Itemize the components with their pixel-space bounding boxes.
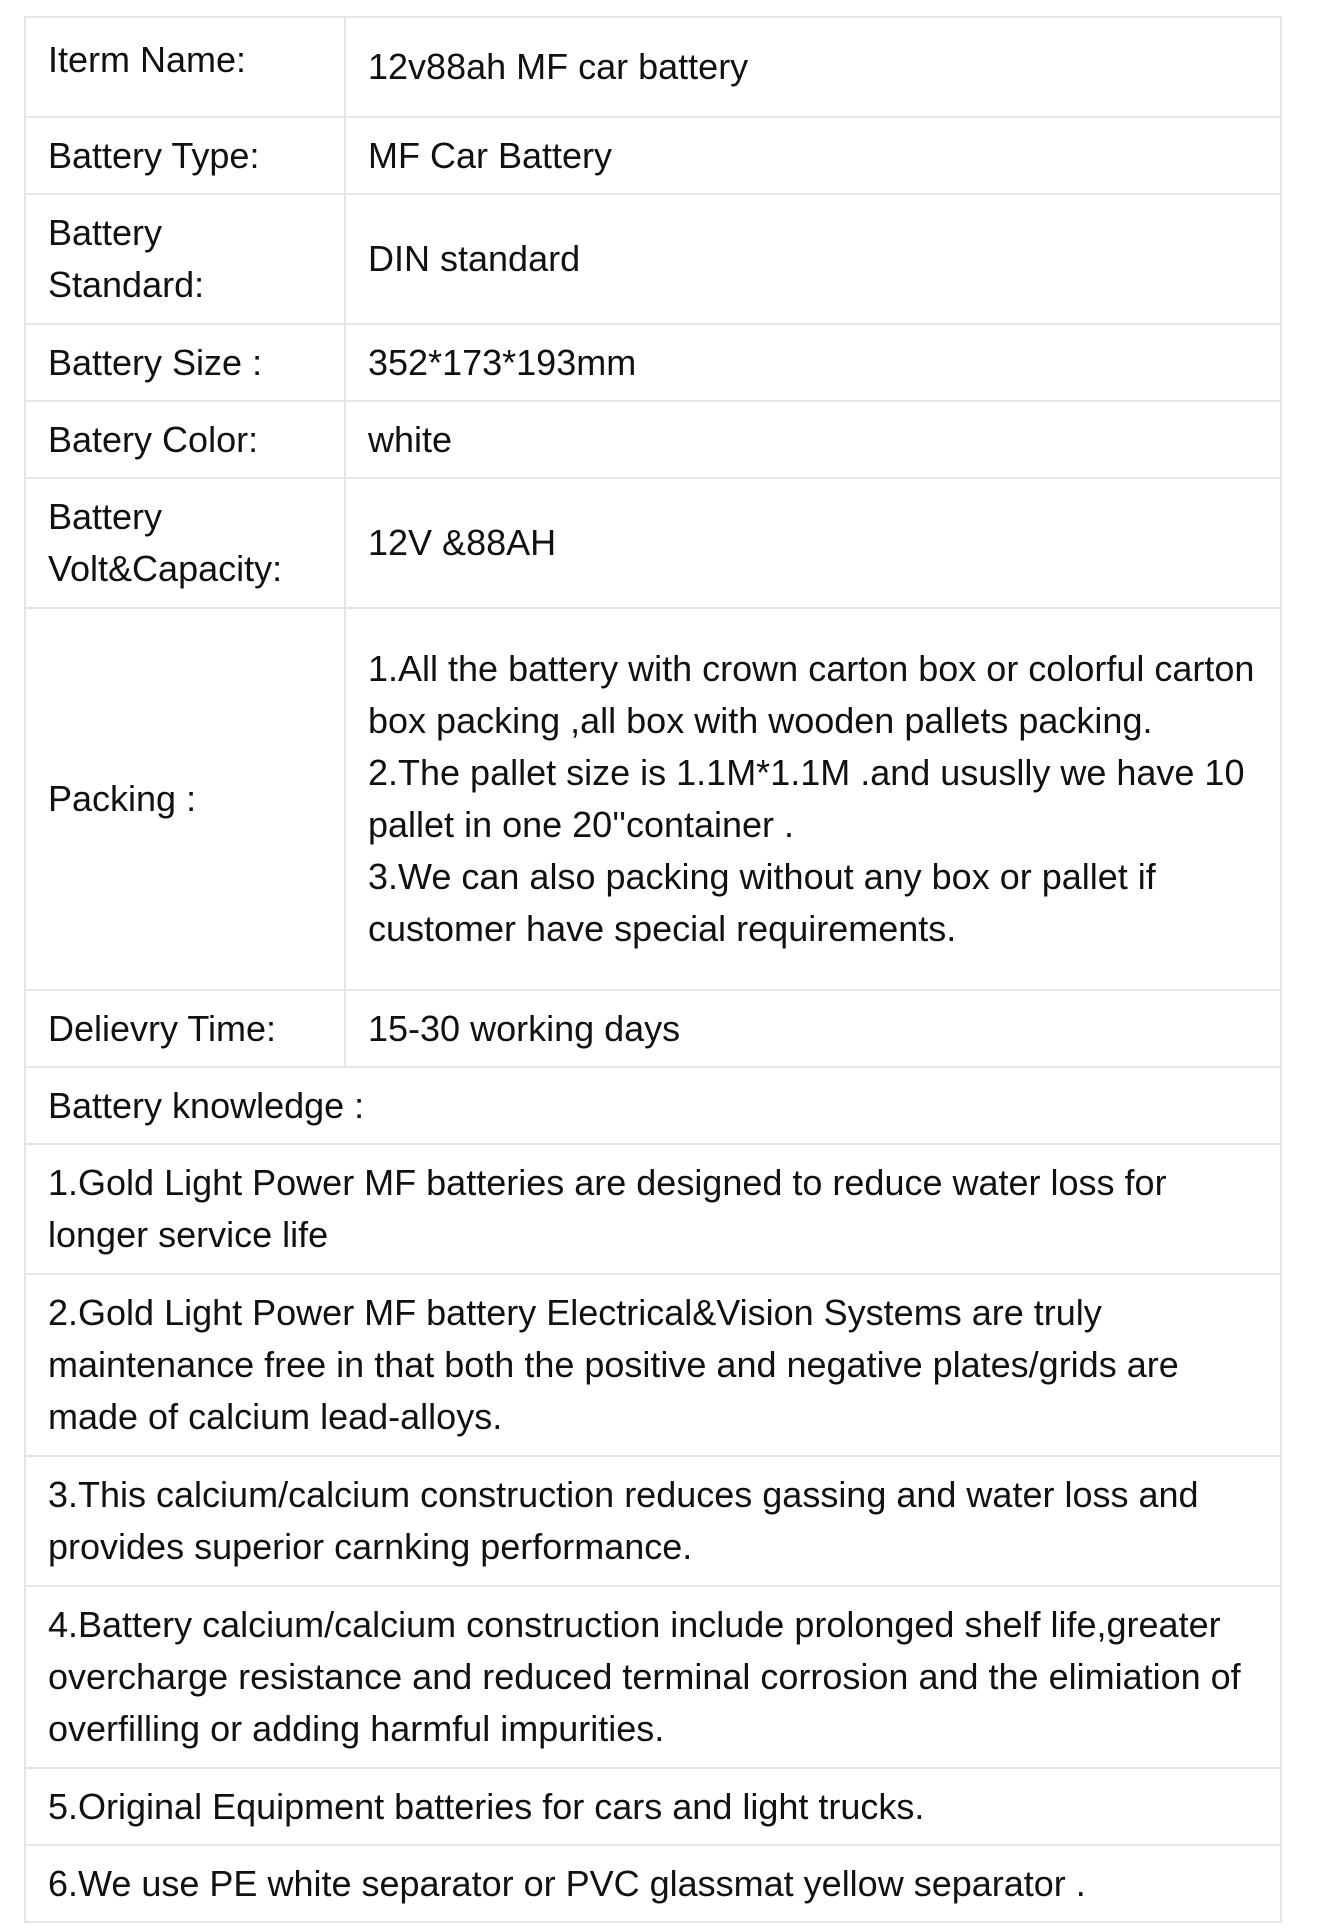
spec-value: white: [345, 401, 1281, 478]
spec-row-volt-capacity: [25, 478, 1281, 608]
spec-label: Battery Volt&Capacity:: [25, 478, 345, 608]
spec-row-battery-color: [25, 401, 1281, 478]
spec-row-delivery-time: [25, 990, 1281, 1067]
knowledge-item: 4.Battery calcium/calcium construction include prolonged shelf life,greater overcharge resistance and reduced terminal corrosion and the elimiation of overfilling or adding harmful impurities.: [25, 1586, 1281, 1768]
spec-label: Packing :: [25, 608, 345, 990]
knowledge-item: 6.We use PE white separator or PVC glassmat yellow separator .: [25, 1845, 1281, 1922]
knowledge-item-row: [25, 1274, 1281, 1456]
spec-row-packing: [25, 608, 1281, 990]
spec-table: [24, 16, 1282, 1923]
spec-value: 352*173*193mm: [345, 324, 1281, 401]
spec-label: Battery Size :: [25, 324, 345, 401]
spec-label: Battery Type:: [25, 117, 345, 194]
spec-value: MF Car Battery: [345, 117, 1281, 194]
knowledge-item-row: [25, 1456, 1281, 1586]
spec-value: 1.All the battery with crown carton box or colorful carton box packing ,all box with wooden pallets packing. 2.The pallet size is 1.1M*1.1M .and ususlly we have 10 pallet in one 20''container . 3.We can also packing without any box or pallet if customer have special requirements.: [345, 608, 1281, 990]
knowledge-heading: Battery knowledge :: [25, 1067, 1281, 1144]
knowledge-item: 1.Gold Light Power MF batteries are designed to reduce water loss for longer service life: [25, 1144, 1281, 1274]
knowledge-item-row: [25, 1845, 1281, 1922]
spec-label: Iterm Name:: [25, 17, 345, 117]
spec-value: 12V &88AH: [345, 478, 1281, 608]
spec-value: 12v88ah MF car battery: [345, 17, 1281, 117]
spec-value: 15-30 working days: [345, 990, 1281, 1067]
knowledge-item-row: [25, 1144, 1281, 1274]
spec-row-battery-standard: [25, 194, 1281, 324]
spec-label: Delievry Time:: [25, 990, 345, 1067]
spec-label: Battery Standard:: [25, 194, 345, 324]
knowledge-item: 3.This calcium/calcium construction reduces gassing and water loss and provides superior carnking performance.: [25, 1456, 1281, 1586]
knowledge-item-row: [25, 1586, 1281, 1768]
spec-label: Batery Color:: [25, 401, 345, 478]
knowledge-item: 5.Original Equipment batteries for cars and light trucks.: [25, 1768, 1281, 1845]
knowledge-item-row: [25, 1768, 1281, 1845]
spec-row-battery-size: [25, 324, 1281, 401]
spec-row-battery-type: [25, 117, 1281, 194]
spec-value: DIN standard: [345, 194, 1281, 324]
knowledge-heading-row: [25, 1067, 1281, 1144]
spec-row-item-name: [25, 17, 1281, 117]
knowledge-item: 2.Gold Light Power MF battery Electrical&Vision Systems are truly maintenance free in that both the positive and negative plates/grids are made of calcium lead-alloys.: [25, 1274, 1281, 1456]
